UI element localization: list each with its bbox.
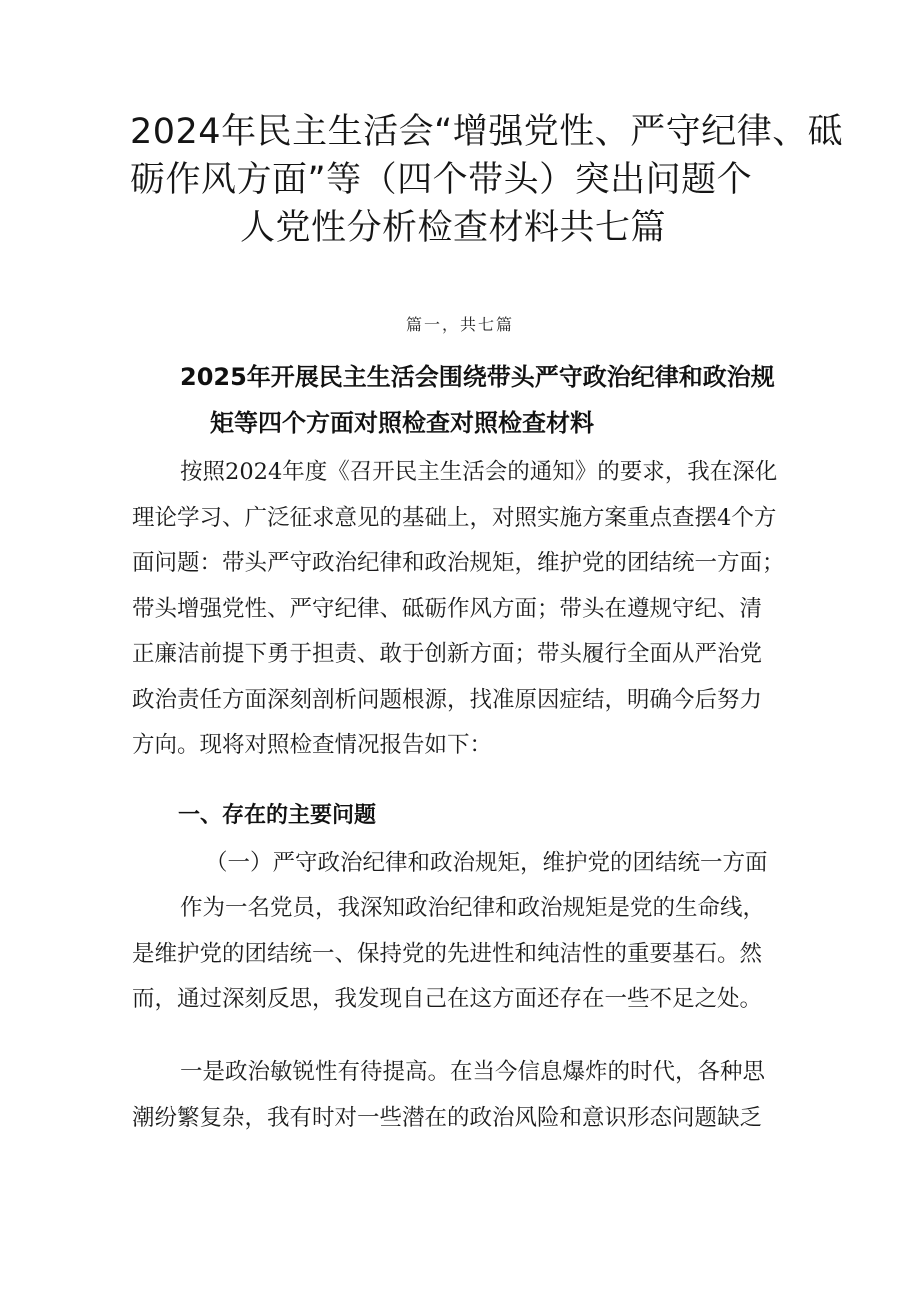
paragraph-line: 方向。现将对照检查情况报告如下：: [132, 732, 493, 758]
paragraph-line: 潮纷繁复杂，我有时对一些潜在的政治风险和意识形态问题缺乏: [132, 1104, 763, 1131]
paragraph-line: 一是政治敏锐性有待提高。在当今信息爆炸的时代，各种思: [180, 1059, 766, 1085]
title-line: 砺作风方面”等（四个带头）突出问题个: [130, 160, 753, 200]
title-line: 人党性分析检查材料共七篇: [240, 208, 667, 248]
heading-line: 2025年开展民主生活会围绕带头严守政治纪律和政治规: [180, 363, 775, 391]
subsection-title: （一）严守政治纪律和政治规矩，维护党的团结统一方面: [205, 850, 768, 876]
paragraph-line: 而，通过深刻反思，我发现自己在这方面还存在一些不足之处。: [132, 986, 763, 1012]
paragraph-line: 是维护党的团结统一、保持党的先进性和纯洁性的重要基石。然: [132, 940, 763, 967]
paragraph-line: 带头增强党性、严守纪律、砥砺作风方面；带头在遵规守纪、清: [132, 595, 763, 622]
paragraph-line: 理论学习、广泛征求意见的基础上，对照实施方案重点查摆4个方: [132, 504, 777, 531]
paragraph-line: 正廉洁前提下勇于担责、敢于创新方面；带头履行全面从严治党: [132, 641, 763, 667]
paragraph: [132, 886, 792, 1023]
paragraph-line: 按照2024年度《召开民主生活会的通知》的要求，我在深化: [180, 459, 778, 485]
paragraph-line: 作为一名党员，我深知政治纪律和政治规矩是党的生命线，: [180, 895, 766, 921]
article-heading: [130, 354, 810, 446]
paragraph-line: 面问题：带头严守政治纪律和政治规矩，维护党的团结统一方面；: [132, 550, 785, 576]
part-label: 篇一，共七篇: [405, 315, 514, 334]
paragraph: [132, 1050, 792, 1141]
section-title: 一、存在的主要问题: [178, 803, 377, 828]
document-title: [110, 108, 844, 252]
title-line: 2024年民主生活会“增强党性、严守纪律、砥: [130, 112, 844, 152]
intro-paragraph: [132, 450, 792, 769]
heading-line: 矩等四个方面对照检查对照检查材料: [210, 409, 594, 437]
paragraph-line: 政治责任方面深刻剖析问题根源，找准原因症结，明确今后努力: [132, 686, 763, 713]
